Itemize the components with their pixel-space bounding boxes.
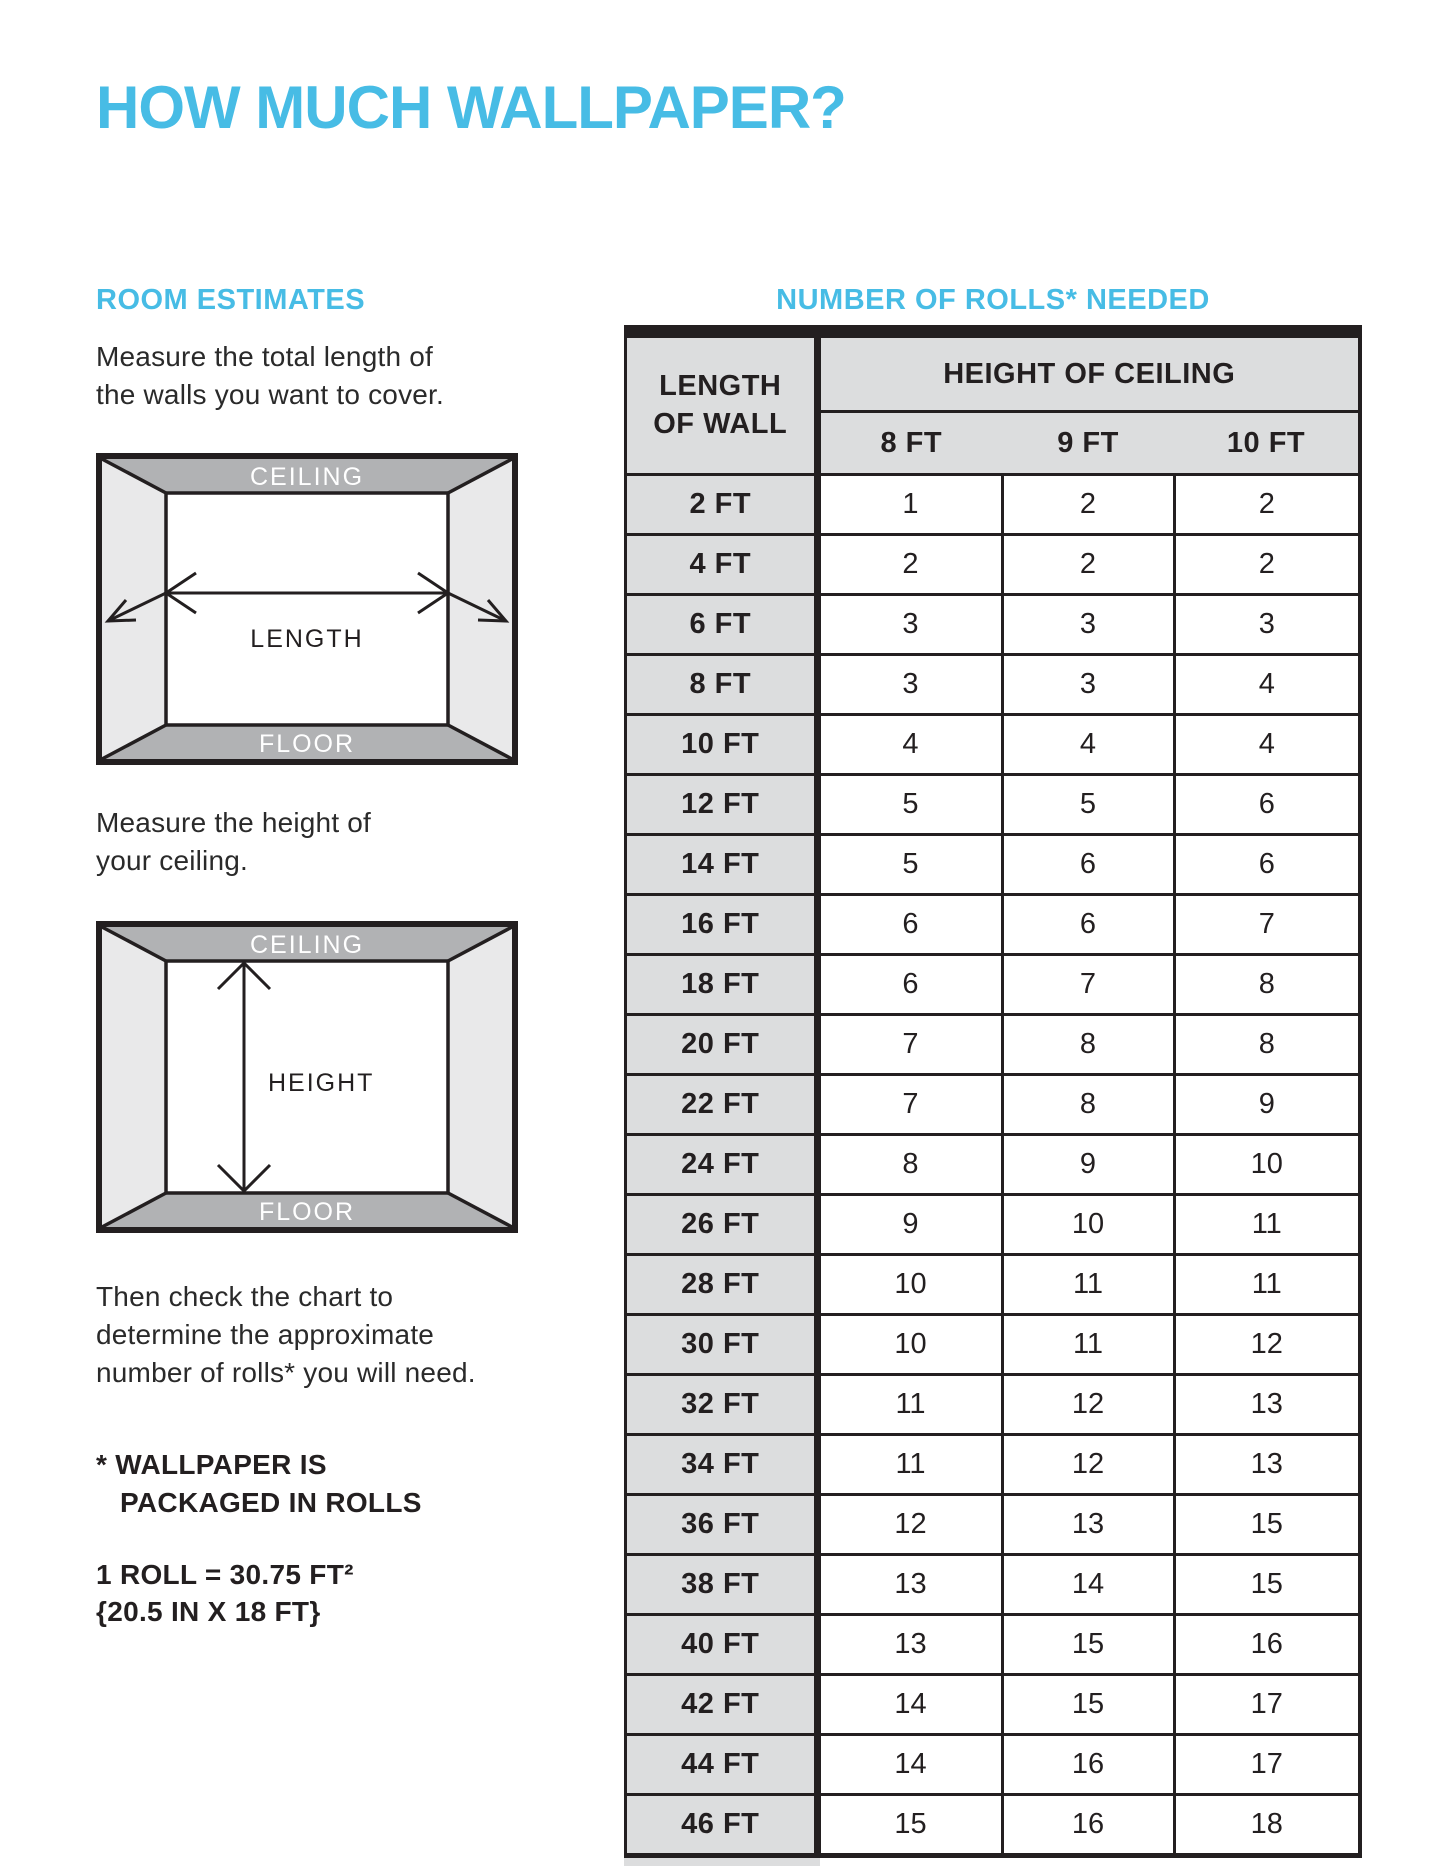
roll-size-line2: {20.5 IN X 18 FT} bbox=[96, 1596, 321, 1627]
table-row bbox=[627, 1255, 1358, 1315]
rolls-count-cell: 14 bbox=[817, 1675, 1002, 1735]
table-row bbox=[627, 535, 1358, 595]
corner-header-length-of-wall bbox=[627, 338, 817, 475]
rolls-count-cell: 4 bbox=[1002, 715, 1174, 775]
footnote-line2: PACKAGED IN ROLLS bbox=[120, 1487, 422, 1518]
wall-length-cell: 2 FT bbox=[627, 475, 817, 535]
table-row bbox=[627, 1615, 1358, 1675]
rolls-count-cell: 2 bbox=[817, 535, 1002, 595]
rolls-count-cell: 4 bbox=[817, 715, 1002, 775]
back-wall-surface bbox=[166, 493, 448, 725]
rolls-count-cell: 1 bbox=[817, 475, 1002, 535]
table-row bbox=[627, 1555, 1358, 1615]
rolls-count-cell: 3 bbox=[817, 655, 1002, 715]
rolls-count-cell: 15 bbox=[1002, 1615, 1174, 1675]
rolls-count-cell: 6 bbox=[1174, 775, 1358, 835]
wall-length-cell: 16 FT bbox=[627, 895, 817, 955]
table-row bbox=[627, 1375, 1358, 1435]
rolls-count-cell: 11 bbox=[1002, 1315, 1174, 1375]
wall-length-cell: 6 FT bbox=[627, 595, 817, 655]
table-row bbox=[627, 1015, 1358, 1075]
wall-length-cell: 40 FT bbox=[627, 1615, 817, 1675]
rolls-count-cell: 8 bbox=[817, 1135, 1002, 1195]
table-row bbox=[627, 655, 1358, 715]
table-frame bbox=[624, 338, 1362, 1858]
rolls-count-cell: 13 bbox=[817, 1555, 1002, 1615]
wall-length-cell: 24 FT bbox=[627, 1135, 817, 1195]
wall-length-cell: 36 FT bbox=[627, 1495, 817, 1555]
column-header-8ft: 8 FT bbox=[817, 412, 1002, 475]
table-row bbox=[627, 1795, 1358, 1854]
table-row bbox=[627, 1735, 1358, 1795]
table-row bbox=[627, 775, 1358, 835]
wall-length-cell: 22 FT bbox=[627, 1075, 817, 1135]
table-row bbox=[627, 475, 1358, 535]
table-top-bar bbox=[624, 325, 1362, 338]
rolls-table-body bbox=[627, 475, 1358, 1854]
step2-line1: Measure the height of bbox=[96, 807, 372, 838]
rolls-count-cell: 16 bbox=[1002, 1735, 1174, 1795]
rolls-count-cell: 14 bbox=[817, 1735, 1002, 1795]
rolls-count-cell: 9 bbox=[1002, 1135, 1174, 1195]
rolls-count-cell: 2 bbox=[1002, 535, 1174, 595]
rolls-count-cell: 8 bbox=[1174, 955, 1358, 1015]
rolls-count-cell: 18 bbox=[1174, 1795, 1358, 1854]
step3-line2: determine the approximate bbox=[96, 1319, 435, 1350]
table-row bbox=[627, 715, 1358, 775]
rolls-count-cell: 2 bbox=[1174, 475, 1358, 535]
rolls-count-cell: 5 bbox=[817, 835, 1002, 895]
roll-size-line1: 1 ROLL = 30.75 FT² bbox=[96, 1559, 354, 1590]
rolls-count-cell: 3 bbox=[817, 595, 1002, 655]
page-title: HOW MUCH WALLPAPER? bbox=[96, 74, 846, 141]
table-row bbox=[627, 835, 1358, 895]
table-row bbox=[627, 1075, 1358, 1135]
right-wall-surface bbox=[448, 927, 512, 1227]
ceiling-label: CEILING bbox=[249, 463, 365, 491]
floor-label: FLOOR bbox=[258, 730, 356, 758]
rolls-count-cell: 6 bbox=[1002, 835, 1174, 895]
step1-line1: Measure the total length of bbox=[96, 341, 433, 372]
wall-length-cell: 20 FT bbox=[627, 1015, 817, 1075]
rolls-count-cell: 16 bbox=[1002, 1795, 1174, 1854]
corner-header-line1: LENGTH bbox=[659, 369, 782, 402]
rolls-count-cell: 15 bbox=[1174, 1495, 1358, 1555]
wall-length-cell: 42 FT bbox=[627, 1675, 817, 1735]
footnote-line1: * WALLPAPER IS bbox=[96, 1449, 327, 1480]
table-row bbox=[627, 1495, 1358, 1555]
table-row bbox=[627, 895, 1358, 955]
rolls-count-cell: 7 bbox=[817, 1015, 1002, 1075]
rolls-count-cell: 7 bbox=[817, 1075, 1002, 1135]
step1-instructions bbox=[96, 338, 444, 414]
rolls-table bbox=[627, 338, 1358, 1853]
wall-length-cell: 18 FT bbox=[627, 955, 817, 1015]
rolls-count-cell: 11 bbox=[1002, 1255, 1174, 1315]
rolls-count-cell: 7 bbox=[1174, 895, 1358, 955]
rolls-count-cell: 8 bbox=[1174, 1015, 1358, 1075]
rolls-count-cell: 8 bbox=[1002, 1075, 1174, 1135]
rolls-count-cell: 3 bbox=[1174, 595, 1358, 655]
rolls-count-cell: 6 bbox=[817, 955, 1002, 1015]
table-row bbox=[627, 1315, 1358, 1375]
rolls-count-cell: 10 bbox=[817, 1315, 1002, 1375]
rolls-count-cell: 10 bbox=[1002, 1195, 1174, 1255]
rolls-count-cell: 13 bbox=[817, 1615, 1002, 1675]
rolls-count-cell: 4 bbox=[1174, 655, 1358, 715]
left-wall-surface bbox=[102, 927, 166, 1227]
step2-instructions bbox=[96, 804, 371, 880]
wall-length-cell: 46 FT bbox=[627, 1795, 817, 1854]
rolls-count-cell: 3 bbox=[1002, 595, 1174, 655]
corner-header-line2: OF WALL bbox=[653, 407, 788, 440]
length-arrow-label: LENGTH bbox=[250, 625, 364, 653]
step3-line3: number of rolls* you will need. bbox=[96, 1357, 476, 1388]
table-under-strip bbox=[624, 1858, 820, 1866]
ceiling-label: CEILING bbox=[249, 931, 365, 959]
wall-length-cell: 10 FT bbox=[627, 715, 817, 775]
rolls-count-cell: 13 bbox=[1174, 1435, 1358, 1495]
rolls-count-cell: 11 bbox=[817, 1375, 1002, 1435]
rolls-count-cell: 10 bbox=[817, 1255, 1002, 1315]
wall-length-cell: 4 FT bbox=[627, 535, 817, 595]
step1-line2: the walls you want to cover. bbox=[96, 379, 444, 410]
table-row bbox=[627, 1135, 1358, 1195]
wall-length-cell: 26 FT bbox=[627, 1195, 817, 1255]
wall-length-cell: 8 FT bbox=[627, 655, 817, 715]
step3-line1: Then check the chart to bbox=[96, 1281, 394, 1312]
rolls-count-cell: 2 bbox=[1174, 535, 1358, 595]
rolls-count-cell: 13 bbox=[1174, 1375, 1358, 1435]
rolls-table-block bbox=[624, 325, 1362, 1858]
rolls-count-cell: 4 bbox=[1174, 715, 1358, 775]
rolls-count-cell: 7 bbox=[1002, 955, 1174, 1015]
roll-size-info bbox=[96, 1556, 354, 1630]
rolls-count-cell: 6 bbox=[1002, 895, 1174, 955]
wall-length-cell: 38 FT bbox=[627, 1555, 817, 1615]
wall-length-cell: 44 FT bbox=[627, 1735, 817, 1795]
table-row bbox=[627, 595, 1358, 655]
rolls-count-cell: 12 bbox=[1002, 1375, 1174, 1435]
floor-label: FLOOR bbox=[258, 1198, 356, 1226]
rolls-count-cell: 8 bbox=[1002, 1015, 1174, 1075]
rolls-count-cell: 17 bbox=[1174, 1735, 1358, 1795]
wall-length-cell: 30 FT bbox=[627, 1315, 817, 1375]
table-row bbox=[627, 1435, 1358, 1495]
step3-instructions bbox=[96, 1278, 476, 1392]
table-row bbox=[627, 1675, 1358, 1735]
wallpaper-rolls-footnote bbox=[96, 1446, 422, 1522]
room-estimates-heading: ROOM ESTIMATES bbox=[96, 284, 366, 316]
rolls-count-cell: 16 bbox=[1174, 1615, 1358, 1675]
rolls-count-cell: 15 bbox=[817, 1795, 1002, 1854]
rolls-count-cell: 12 bbox=[1002, 1435, 1174, 1495]
rolls-count-cell: 5 bbox=[817, 775, 1002, 835]
table-row bbox=[627, 955, 1358, 1015]
rolls-count-cell: 12 bbox=[817, 1495, 1002, 1555]
rolls-count-cell: 9 bbox=[817, 1195, 1002, 1255]
rolls-count-cell: 14 bbox=[1002, 1555, 1174, 1615]
step2-line2: your ceiling. bbox=[96, 845, 249, 876]
rolls-needed-heading: NUMBER OF ROLLS* NEEDED bbox=[776, 284, 1210, 316]
rolls-count-cell: 12 bbox=[1174, 1315, 1358, 1375]
rolls-count-cell: 11 bbox=[1174, 1195, 1358, 1255]
rolls-count-cell: 2 bbox=[1002, 475, 1174, 535]
table-row bbox=[627, 1195, 1358, 1255]
rolls-count-cell: 11 bbox=[817, 1435, 1002, 1495]
rolls-count-cell: 5 bbox=[1002, 775, 1174, 835]
rolls-count-cell: 6 bbox=[1174, 835, 1358, 895]
wall-length-cell: 34 FT bbox=[627, 1435, 817, 1495]
wall-length-cell: 14 FT bbox=[627, 835, 817, 895]
room-length-diagram bbox=[96, 453, 518, 765]
rolls-count-cell: 13 bbox=[1002, 1495, 1174, 1555]
rolls-count-cell: 6 bbox=[817, 895, 1002, 955]
wall-length-cell: 12 FT bbox=[627, 775, 817, 835]
column-header-10ft: 10 FT bbox=[1174, 412, 1358, 475]
rolls-count-cell: 15 bbox=[1174, 1555, 1358, 1615]
rolls-count-cell: 10 bbox=[1174, 1135, 1358, 1195]
room-height-diagram bbox=[96, 921, 518, 1233]
wall-length-cell: 28 FT bbox=[627, 1255, 817, 1315]
group-header-height-of-ceiling: HEIGHT OF CEILING bbox=[817, 338, 1358, 412]
height-arrow-label: HEIGHT bbox=[268, 1069, 375, 1097]
column-header-9ft: 9 FT bbox=[1002, 412, 1174, 475]
rolls-count-cell: 15 bbox=[1002, 1675, 1174, 1735]
rolls-count-cell: 9 bbox=[1174, 1075, 1358, 1135]
wall-length-cell: 32 FT bbox=[627, 1375, 817, 1435]
rolls-count-cell: 11 bbox=[1174, 1255, 1358, 1315]
rolls-count-cell: 3 bbox=[1002, 655, 1174, 715]
rolls-count-cell: 17 bbox=[1174, 1675, 1358, 1735]
